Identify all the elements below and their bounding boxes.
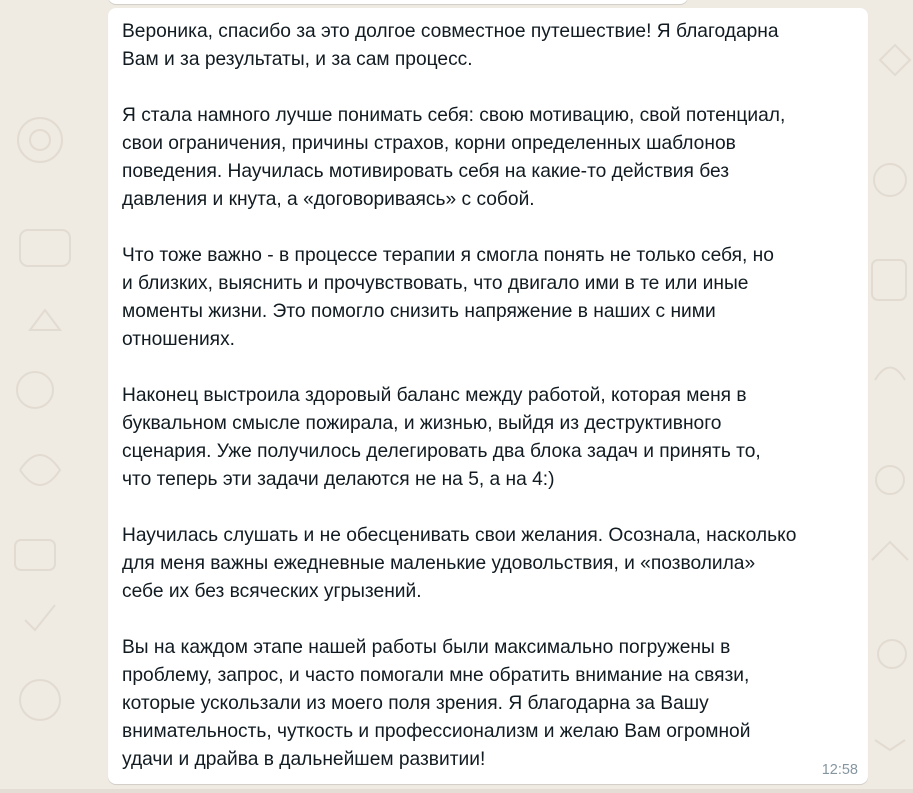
composer-edge (0, 789, 913, 793)
message-timestamp: 12:58 (821, 762, 858, 778)
incoming-message-bubble[interactable] (108, 8, 868, 784)
message-paragraph: Что тоже важно - в процессе терапии я смогла понять не только себя, но и близких, выяснить и прочувствовать, что двигало ими в те или иные моменты жизни. Это помогло снизить напряжение в наших с ними отношениях. (122, 245, 774, 350)
message-paragraph: Я стала намного лучше понимать себя: свою мотивацию, свой потенциал, свои ограничения, причины страхов, корни определенных шаблонов поведения. Научилась мотивировать себя на какие-то действия без давления и кнута, а «договориваясь» с собой. (122, 105, 786, 210)
message-paragraph: Вы на каждом этапе нашей работы были максимально погружены в проблему, запрос, и часто помогали мне обратить внимание на связи, которые ускользали из моего поля зрения. Я благодарна за Вашу внимательность, чуткость и профессионализм и желаю Вам огромной удачи и драйва в дальнейшем развитии! (122, 637, 751, 770)
message-paragraph: Вероника, спасибо за это долгое совместное путешествие! Я благодарна Вам и за результаты, и за сам процесс. (122, 21, 779, 70)
message-text (122, 18, 856, 774)
message-paragraph: Наконец выстроила здоровый баланс между работой, которая меня в буквальном смысле пожирала, и жизнью, выйдя из деструктивного сценария. Уже получилось делегировать два блока задач и принять то, что теперь эти задачи делаются не на 5, а на 4:) (122, 385, 761, 490)
message-paragraph: Научилась слушать и не обесценивать свои желания. Осознала, насколько для меня важны ежедневные маленькие удовольствия, и «позволила» себе их без всяческих угрызений. (122, 525, 797, 602)
previous-message-bubble (108, 0, 688, 4)
